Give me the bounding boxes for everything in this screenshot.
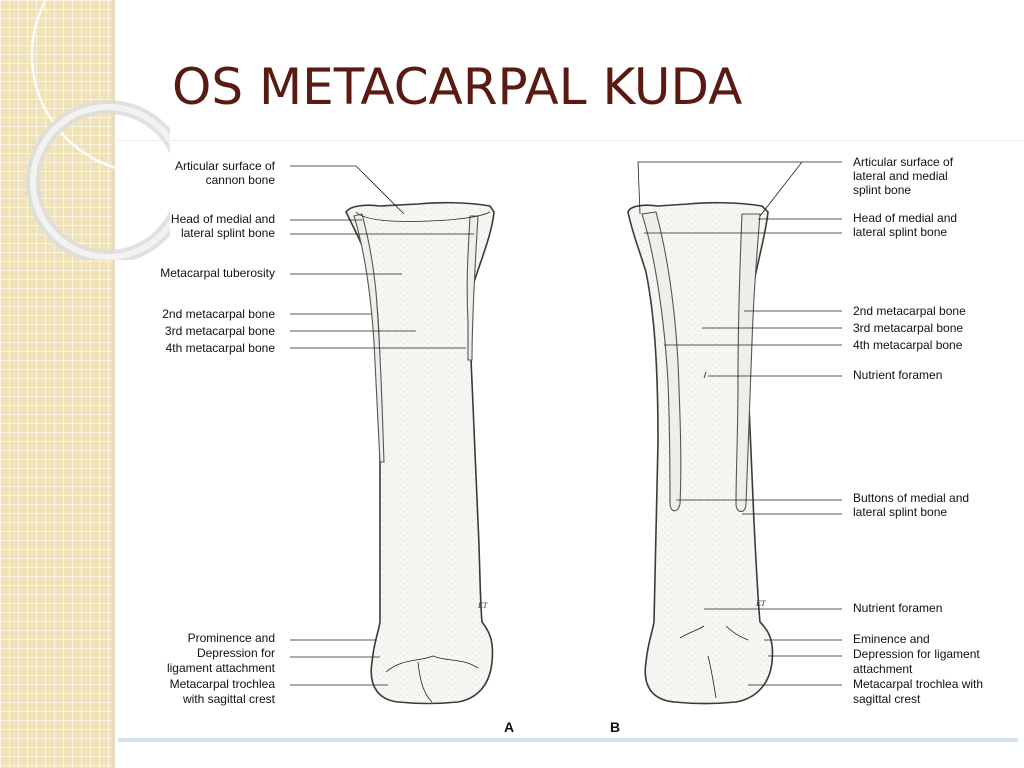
bone-a (346, 203, 494, 704)
svg-text:Nutrient foramen: Nutrient foramen (853, 601, 943, 615)
svg-text:Eminence andDepression for lig: Eminence and Depression for ligament attachment (853, 632, 980, 676)
label-2nd-metacarpal-a (162, 307, 372, 321)
svg-text:Metacarpal trochleawith sagitt: Metacarpal trochlea with sagittal crest (169, 677, 275, 706)
label-eminence-depression (764, 632, 980, 676)
svg-text:3rd metacarpal bone: 3rd metacarpal bone (853, 321, 964, 335)
svg-text:Head of medial andlateral spli: Head of medial and lateral splint bone (853, 211, 958, 239)
svg-text:Metacarpal tuberosity: Metacarpal tuberosity (160, 266, 275, 280)
label-metacarpal-trochlea-b (748, 677, 983, 706)
svg-text:Buttons of medial andlateral s: Buttons of medial and lateral splint bone (853, 491, 970, 519)
svg-text:Metacarpal trochlea withsagitt: Metacarpal trochlea with sagittal crest (853, 677, 984, 706)
svg-text:Articular surface oflateral an: Articular surface of lateral and medial splint bone (853, 155, 954, 197)
bottom-divider (118, 738, 1018, 742)
slide-title: OS METACARPAL KUDA (172, 58, 743, 116)
figure-label-a: A (504, 719, 515, 735)
artist-signature-a: ET (478, 601, 488, 610)
svg-text:4th metacarpal bone: 4th metacarpal bone (165, 341, 275, 355)
label-metacarpal-trochlea-a (170, 677, 388, 706)
svg-text:Articular surface ofcannon bon: Articular surface of cannon bone (174, 159, 275, 187)
figure-label-b: B (610, 719, 621, 735)
artist-signature-b: ET (756, 599, 766, 608)
bone-b (628, 203, 773, 704)
svg-text:3rd metacarpal bone: 3rd metacarpal bone (164, 324, 275, 338)
svg-text:2nd metacarpal bone: 2nd metacarpal bone (853, 304, 966, 318)
svg-text:4th metacarpal bone: 4th metacarpal bone (853, 338, 963, 352)
svg-text:2nd metacarpal bone: 2nd metacarpal bone (162, 307, 275, 321)
label-prominence-depression (167, 631, 380, 675)
svg-text:Prominence andDepression forli: Prominence and Depression for ligament attachment (166, 631, 275, 675)
label-2nd-metacarpal-b (744, 304, 966, 318)
metacarpal-diagram (118, 142, 1018, 738)
svg-text:Nutrient foramen: Nutrient foramen (853, 368, 943, 382)
svg-text:Head of medial andlateral spli: Head of medial and lateral splint bone (170, 212, 275, 240)
title-divider (114, 140, 1024, 141)
